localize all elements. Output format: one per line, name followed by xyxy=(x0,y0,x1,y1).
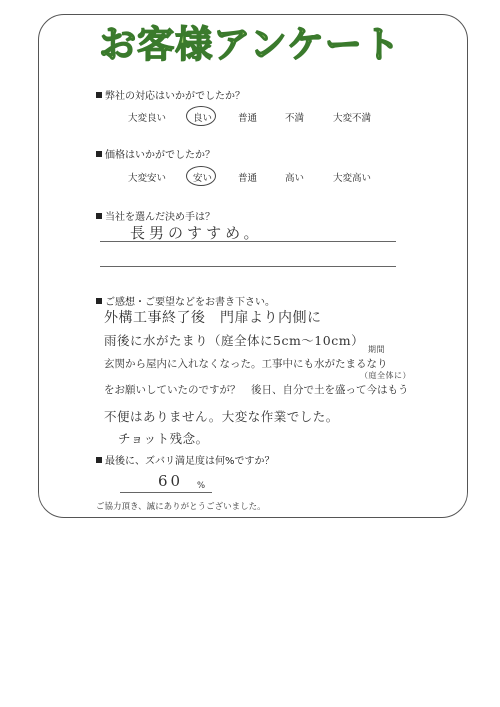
comment-note-1: 期間 xyxy=(368,345,385,354)
question-1-label: 弊社の対応はいかがでしたか？ xyxy=(105,91,245,102)
question-3-label: 当社を選んだ決め手は？ xyxy=(105,212,215,223)
percent-unit: % xyxy=(197,481,206,491)
square-bullet-icon xyxy=(96,457,102,463)
page-title: お客様アンケート xyxy=(99,23,401,66)
comment-note-2: （庭全体に） xyxy=(360,371,411,380)
question-3 xyxy=(96,208,215,223)
question-4 xyxy=(96,293,275,308)
q1-option-4: 不満 xyxy=(285,113,305,124)
comment-line-2: 雨後に水がたまり（庭全体に5cm〜10cm） xyxy=(104,333,365,348)
q2-option-5: 大変高い xyxy=(333,173,372,184)
q1-option-5: 大変不満 xyxy=(333,113,372,124)
answer-line xyxy=(120,492,212,493)
question-3-answer: 長男のすすめ。 xyxy=(130,224,263,242)
question-5-label: 最後に、ズバリ満足度は何%ですか？ xyxy=(105,456,275,467)
comment-line-6: チョット残念。 xyxy=(118,431,209,446)
question-4-label: ご感想・ご要望などをお書き下さい。 xyxy=(105,297,275,308)
comment-line-4: をお願いしていたのですが？ 後日、自分で土を盛って今はもう xyxy=(104,384,409,396)
square-bullet-icon xyxy=(96,92,102,98)
square-bullet-icon xyxy=(96,213,102,219)
q1-option-2: 良い xyxy=(193,113,213,124)
q1-option-1: 大変良い xyxy=(128,113,167,124)
q1-option-3: 普通 xyxy=(238,113,258,124)
q2-option-1: 大変安い xyxy=(128,173,167,184)
comment-line-1: 外構工事終了後 門扉より内側に xyxy=(104,310,322,326)
selected-answer-circle xyxy=(186,166,216,186)
q2-option-2: 安い xyxy=(193,173,213,184)
selected-answer-circle xyxy=(186,106,216,126)
question-2 xyxy=(96,146,215,161)
question-2-label: 価格はいかがでしたか？ xyxy=(105,150,215,161)
comment-line-5: 不便はありません。大変な作業でした。 xyxy=(104,409,339,424)
question-5 xyxy=(96,452,275,467)
q2-option-4: 高い xyxy=(285,173,305,184)
square-bullet-icon xyxy=(96,151,102,157)
answer-line xyxy=(100,241,396,242)
answer-line xyxy=(100,266,396,267)
question-1 xyxy=(96,87,245,102)
comment-line-3: 玄関から屋内に入れなくなった。工事中にも水がたまるなり xyxy=(104,358,388,370)
q2-option-3: 普通 xyxy=(238,173,258,184)
satisfaction-answer: 60 xyxy=(158,472,184,490)
footer-thanks: ご協力頂き、誠にありがとうございました。 xyxy=(96,502,266,512)
square-bullet-icon xyxy=(96,298,102,304)
